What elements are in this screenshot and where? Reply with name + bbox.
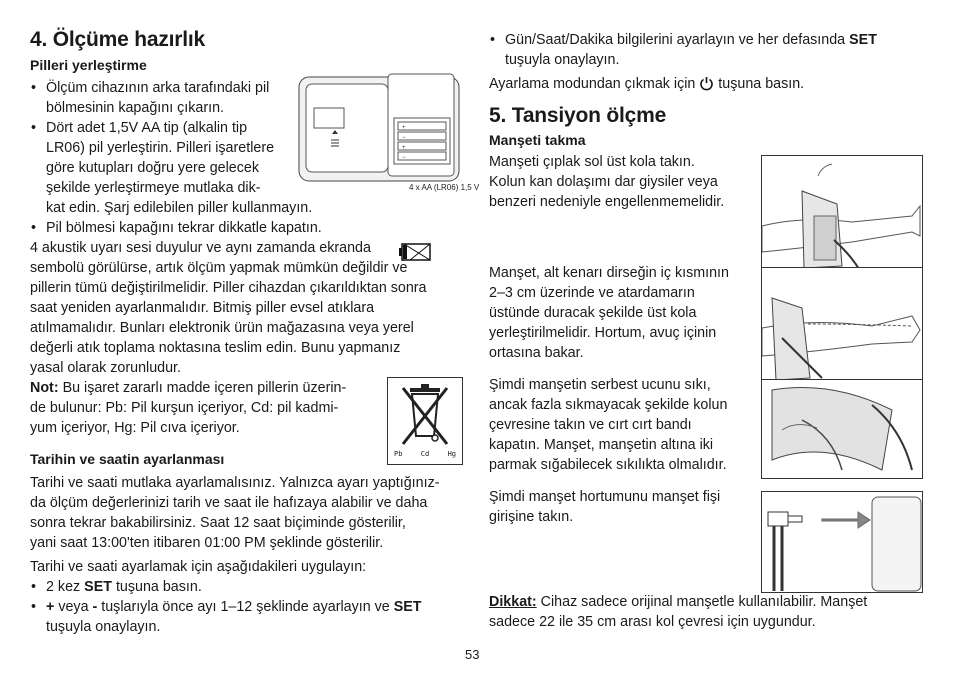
subheading-cuff: Manşeti takma xyxy=(489,132,586,148)
caution-label: Dikkat: xyxy=(489,594,537,610)
set-key: SET xyxy=(393,599,422,615)
crossed-bin-image xyxy=(387,377,463,465)
steps-list xyxy=(30,577,470,637)
subheading-batteries: Pilleri yerleştirme xyxy=(30,57,147,73)
exit-instruction: Ayarlama modundan çıkmak için tuşuna basın. xyxy=(489,74,804,97)
bin-labels: Pb Cd Hg xyxy=(394,450,456,458)
caution-paragraph: Dikkat: Cihaz sadece orijinal manşetle kullanılabilir. Manşet sadece 22 ile 35 cm arası kol çevresi için uygundur. xyxy=(489,594,868,630)
note-paragraph: Not: Bu işaret zararlı madde içeren pillerin üzerin- de bulunur: Pb: Pil kurşun içeriyor, Cd: pil kadmi- yum içeriyor, Hg: Pil cıva içeriyor. xyxy=(30,380,347,436)
cuff-paragraph-2: Manşet, alt kenarı dirseğin iç kısmının 2–3 cm üzerinde ve atardamarın üstünde duracak şekilde üst kola yerleştirilmelidir. Hortum, avuç içinin ortasına bakar. xyxy=(489,265,729,361)
list-item: • Pil bölmesi kapağını tekrar dikkatle kapatın. xyxy=(30,218,470,238)
list-item: • Ölçüm cihazının arka tarafındaki pil bölmesinin kapağını çıkarın. xyxy=(30,78,470,118)
list-item: • Dört adet 1,5V AA tip (alkalin tip LR06) pil yerleştirin. Pilleri işaretlere göre kutupları doğru yere gelecek şekilde yerleştirmeye mutlaka dik- kat edin. Şarj edilebilen piller kullanmayın. xyxy=(30,118,470,218)
set-key: SET xyxy=(84,579,112,595)
hose-connector-image xyxy=(761,491,923,593)
battery-compartment-image xyxy=(298,70,462,182)
section-heading-5: 5. Tansiyon ölçme xyxy=(489,104,667,127)
minus-key: - xyxy=(92,599,98,615)
subheading-datetime: Tarihin ve saatin ayarlanması xyxy=(30,451,225,467)
svg-text:−: − xyxy=(402,155,406,161)
svg-text:+: + xyxy=(402,125,406,131)
right-bullet-list xyxy=(489,30,929,70)
svg-text:−: − xyxy=(402,135,406,141)
battery-device-drawing xyxy=(298,70,462,182)
set-key: SET xyxy=(849,32,877,48)
steps-intro: Tarihi ve saati ayarlamak için aşağıdakileri uygulayın: xyxy=(30,559,367,575)
cuff-on-arm-image xyxy=(761,155,923,277)
note-label: Not: xyxy=(30,380,59,396)
battery-caption: 4 x AA (LR06) 1,5 V xyxy=(409,183,480,192)
cuff-tightening-image xyxy=(761,379,923,479)
svg-text:+: + xyxy=(402,145,406,151)
power-icon xyxy=(699,76,714,97)
list-item: • Gün/Saat/Dakika bilgilerini ayarlayın ve her defasında SET tuşuyla onaylayın. xyxy=(489,30,929,70)
list-item: • + veya - tuşlarıyla önce ayı 1–12 şeklinde ayarlayın ve SET tuşuyla onaylayın. xyxy=(30,597,470,637)
warning-paragraph: 4 akustik uyarı sesi duyulur ve aynı zamanda ekranda sembolü görülürse, artık ölçüm yapmak mümkün değildir ve pillerin tümü değiştirilmelidir. Piller cihazdan çıkarıldıktan sonra saat yeniden ayarlanmalıdır. Bitmiş piller evsel atıklara atılmamalıdır. Bunları elektronik ürün mağazasına veya yerel değerli atık toplama noktasına teslim edin. Bunu yapmanız yasal olarak zorunludur. xyxy=(30,240,427,376)
plus-key: + xyxy=(46,599,55,615)
list-item: • 2 kez SET tuşuna basın. xyxy=(30,577,470,597)
crossed-bin-icon xyxy=(388,378,462,450)
cuff-paragraph-1: Manşeti çıplak sol üst kola takın. Kolun kan dolaşımı dar giysiler veya benzeri nedeniyle engellenmemelidir. xyxy=(489,154,725,210)
section-heading-4: 4. Ölçüme hazırlık xyxy=(30,28,205,51)
cuff-paragraph-3: Şimdi manşetin serbest ucunu sıkı, ancak fazla sıkmayacak şekilde kolun çevresine takın ve cırt cırt bandı kapatın. Manşet, manşetin altına iki parmak sığabilecek sıkılıkta olmalıdır. xyxy=(489,377,728,473)
datetime-paragraph: Tarihi ve saati mutlaka ayarlamalısınız. Yalnızca ayarı yaptığınız- da ölçüm değerlerinizi tarih ve saat ile hafızaya alabilir ve daha sonra tekrar bakabilirsiniz. Saat 12 saat biçiminde gösterilir, yani saat 13:00'ten itibaren 01:00 PM şeklinde gösterilir. xyxy=(30,475,440,551)
low-battery-icon xyxy=(398,242,432,267)
cuff-position-image xyxy=(761,267,923,389)
page-number: 53 xyxy=(465,647,480,662)
cuff-paragraph-4: Şimdi manşet hortumunu manşet fişi girişine takın. xyxy=(489,489,721,525)
